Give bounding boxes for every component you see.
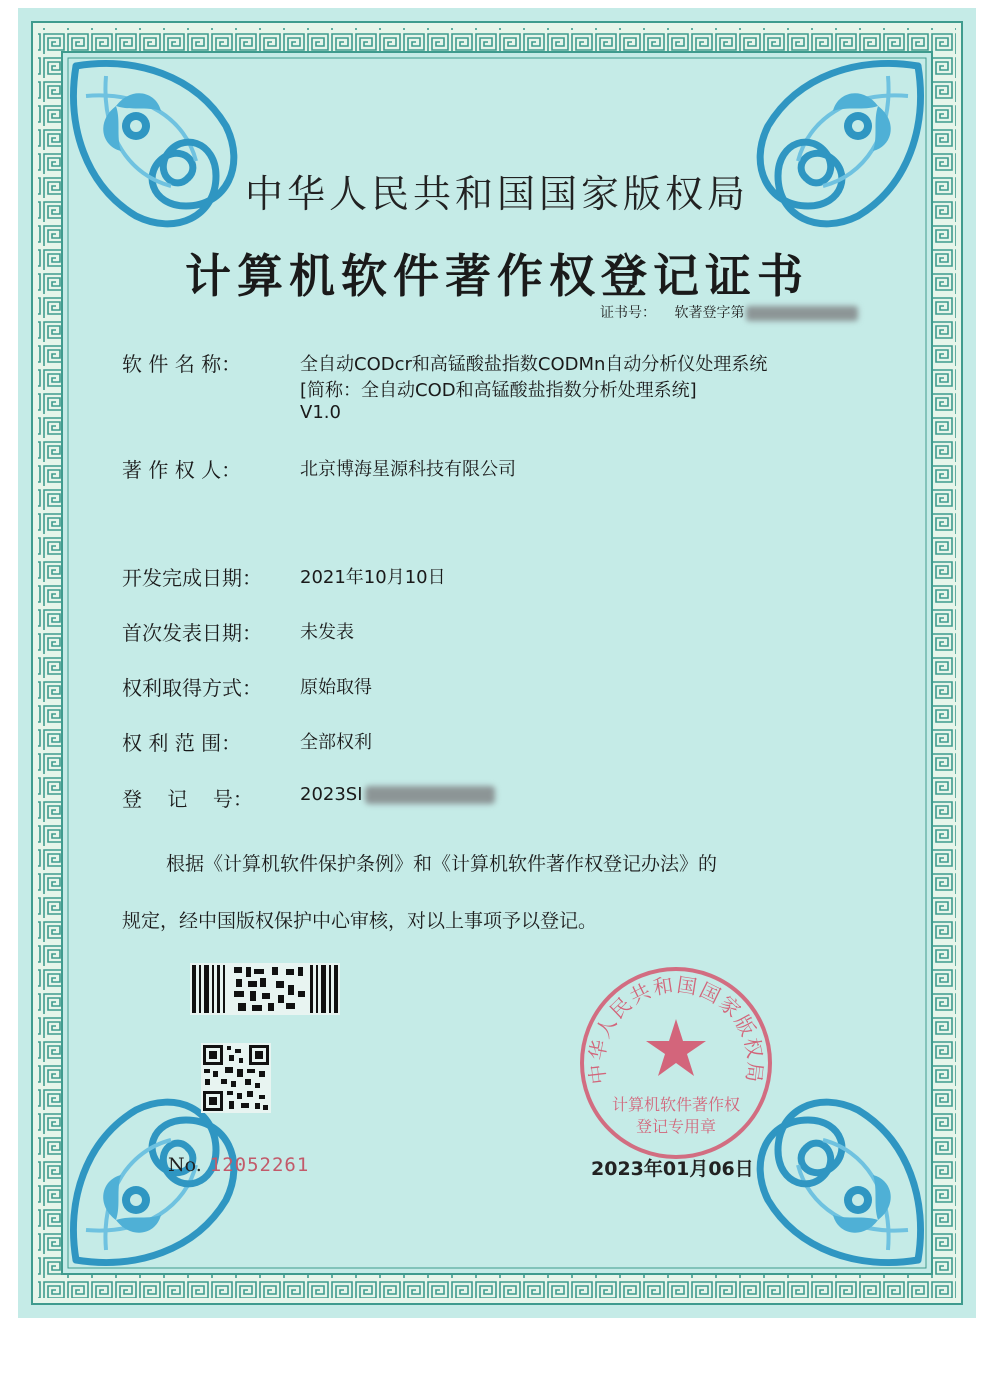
field-label-rights-scope: 权 利 范 围： <box>122 731 242 755</box>
registration-number <box>300 784 495 805</box>
certificate-sheet <box>18 8 976 1318</box>
qr-code <box>201 1043 271 1113</box>
software-name-line2: [简称：全自动COD和高锰酸盐指数分析处理系统] <box>300 380 697 401</box>
statement-line-2: 规定，经中国版权保护中心审核，对以上事项予以登记。 <box>122 910 598 932</box>
certificate-number-prefix: 软著登字第 <box>674 305 745 321</box>
issue-date: 2023年01月06日 <box>591 1158 754 1180</box>
publish-date: 未发表 <box>300 622 354 643</box>
seal-outer-text: 中华人民共和国国家版权局 <box>584 972 768 1086</box>
statement-line-1: 根据《计算机软件保护条例》和《计算机软件著作权登记办法》的 <box>166 853 718 875</box>
field-label-completion-date: 开发完成日期： <box>122 566 262 590</box>
certificate-number-label: 证书号： <box>600 305 656 321</box>
field-label-software-name: 软 件 名 称： <box>122 352 242 376</box>
software-version: V1.0 <box>300 402 341 423</box>
field-label-registration-number: 登 记 号： <box>122 787 253 811</box>
issuer-title: 中华人民共和国国家版权局 <box>244 172 749 216</box>
completion-date: 2021年10月10日 <box>300 567 446 588</box>
acquisition-method: 原始取得 <box>300 677 372 698</box>
redacted-block <box>365 786 495 804</box>
field-label-publish-date: 首次发表日期： <box>122 621 262 645</box>
barcode <box>190 963 340 1015</box>
rights-scope: 全部权利 <box>300 732 372 753</box>
serial-number-label: No. <box>168 1154 202 1176</box>
field-label-acquisition-method: 权利取得方式： <box>122 676 262 700</box>
star-icon <box>646 1019 706 1076</box>
serial-number <box>168 1154 309 1176</box>
seal-inner-line1: 计算机软件著作权 <box>611 1095 741 1114</box>
official-seal <box>576 963 776 1163</box>
seal-inner-line2: 登记专用章 <box>635 1117 717 1136</box>
registration-number-text: 2023SI <box>300 784 363 805</box>
certificate-title: 计算机软件著作权登记证书 <box>185 249 809 303</box>
copyright-owner: 北京博海星源科技有限公司 <box>300 459 516 480</box>
redacted-block <box>746 306 858 321</box>
software-name-line1: 全自动CODcr和高锰酸盐指数CODMn自动分析仪处理系统 <box>300 354 768 375</box>
certificate-number <box>600 302 858 322</box>
serial-number-value: 12052261 <box>209 1154 310 1176</box>
field-label-copyright-owner: 著 作 权 人： <box>122 458 242 482</box>
